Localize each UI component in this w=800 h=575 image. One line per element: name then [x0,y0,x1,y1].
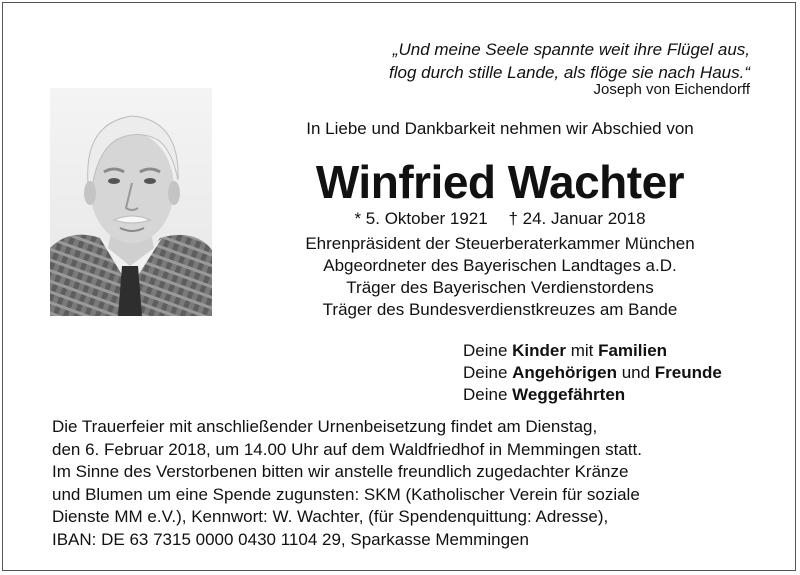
mourner-bold: Freunde [654,363,722,382]
honorary-titles [250,233,750,321]
farewell-intro: In Liebe und Dankbarkeit nehmen wir Abschied von [306,119,694,138]
mourner-bold: Angehörigen [512,363,617,382]
portrait-photo [50,88,212,316]
notice-line: Dienste MM e.V.), Kennwort: W. Wachter, (für Spendenquittung: Adresse), [52,507,609,527]
notice-line: Im Sinne des Verstorbenen bitten wir anstelle freundlich zugedachter Kränze [52,462,629,482]
mourner-text: Deine [463,363,513,382]
deceased-name: Winfried Wachter [315,156,685,208]
mourner-text: Deine [463,341,513,360]
notice-line: den 6. Februar 2018, um 14.00 Uhr auf dem Waldfriedhof in Memmingen statt. [52,439,642,459]
title-line: Träger des Bundesverdienstkreuzes am Bande [322,300,678,319]
title-line: Träger des Bayerischen Verdienstordens [346,278,654,297]
title-line: Abgeordneter des Bayerischen Landtages a.D. [323,256,677,275]
mourner-text: mit [565,341,599,360]
mourner-bold: Kinder [512,341,566,360]
birth-date: * 5. Oktober 1921 [354,209,488,228]
notice-line: Die Trauerfeier mit anschließender Urnenbeisetzung findet am Dienstag, [52,417,598,436]
mourner-line-2 [463,362,722,384]
notice-line: und Blumen um eine Spende zugunsten: SKM (Katholischer Verein für soziale [52,484,640,504]
notice-line: IBAN: DE 63 7315 0000 0430 1104 29, Sparkasse Memmingen [52,529,529,549]
title-line: Ehrenpräsident der Steuerberaterkammer München [305,234,695,253]
poem-quote [230,38,750,84]
mourner-bold: Weggefährten [512,385,626,404]
quote-line-1: „Und meine Seele spannte weit ihre Flügel aus, [392,40,750,59]
quote-author: Joseph von Eichendorff [593,81,750,98]
mourner-bold: Familien [598,341,668,360]
death-date: † 24. Januar 2018 [508,209,646,228]
mourner-line-3 [463,384,722,406]
mourner-line-1 [463,340,722,362]
funeral-notice [52,416,752,552]
mourner-text: Deine [463,385,513,404]
quote-line-2: flog durch stille Lande, als flöge sie nach Haus.“ [389,63,750,82]
life-dates [250,208,750,230]
mourner-text: und [616,363,655,382]
mourners-list [463,340,722,406]
